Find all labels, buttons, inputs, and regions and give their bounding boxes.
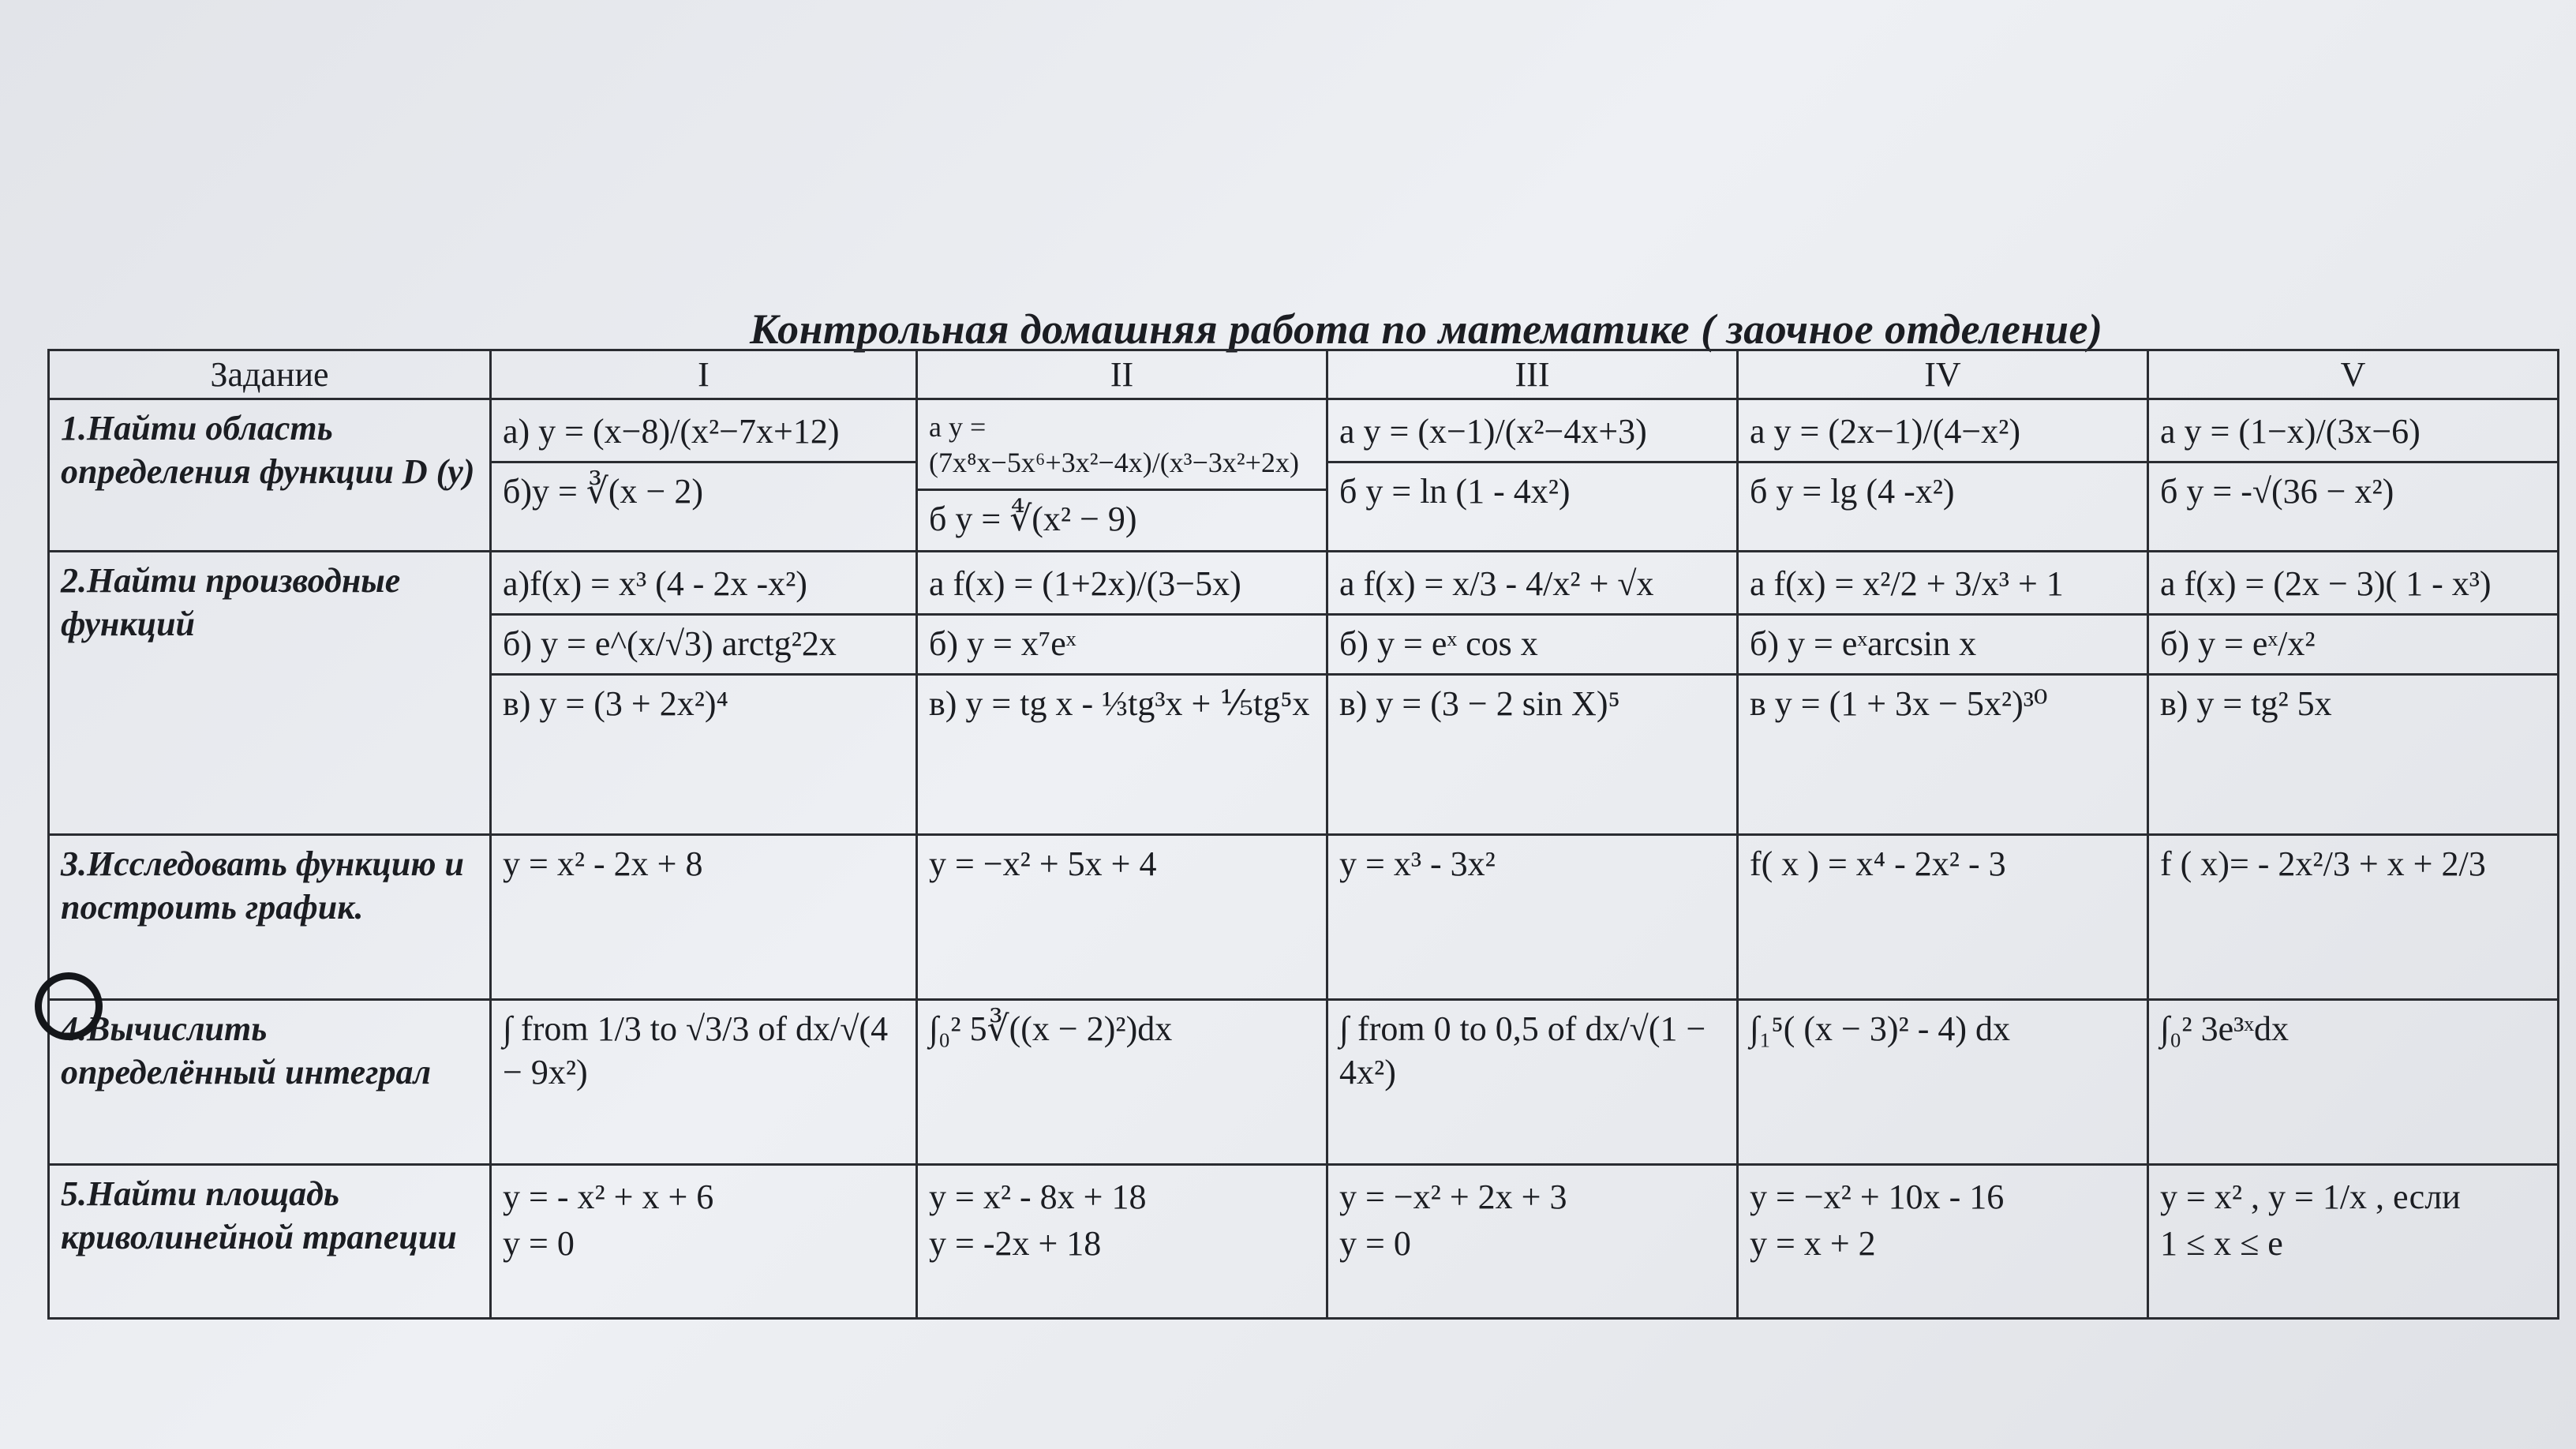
header-variant-4: IV <box>1738 350 2148 399</box>
task-5-v5-line2: 1 ≤ x ≤ e <box>2160 1224 2283 1263</box>
task-1-variant-1 <box>491 399 917 552</box>
task-2-v2-b: б) y = x⁷eˣ <box>918 613 1326 668</box>
task-2-variant-5 <box>2148 552 2559 835</box>
task-2-variant-3 <box>1327 552 1738 835</box>
task-2-variant-1 <box>491 552 917 835</box>
task-5-v2-line1: y = x² - 8x + 18 <box>929 1178 1147 1216</box>
task-1-variant-4 <box>1738 399 2148 552</box>
task-2-v1-a: а)f(x) = x³ (4 - 2x -x²) <box>503 564 807 603</box>
task-1-variant-3 <box>1327 399 1738 552</box>
task-4-variant-3: ∫ from 0 to 0,5 of dx/√(1 − 4x²) <box>1327 1000 1738 1165</box>
task-2-label: 2.Найти производные функций <box>49 552 491 835</box>
header-task: Задание <box>49 350 491 399</box>
task-2-v3-c: в) y = (3 − 2 sin X)⁵ <box>1328 673 1736 728</box>
task-1-v3-a: а y = (x−1)/(x²−4x+3) <box>1339 412 1647 451</box>
task-3-variant-3: y = x³ - 3x² <box>1327 835 1738 1000</box>
task-3-variant-5: f ( x)= - 2x²/3 + x + 2/3 <box>2148 835 2559 1000</box>
task-1-v3-b: б y = ln (1 - 4x²) <box>1328 461 1736 516</box>
task-4-variant-5: ∫₀² 3e³ˣdx <box>2148 1000 2559 1165</box>
task-3-variant-4: f( x ) = x⁴ - 2x² - 3 <box>1738 835 2148 1000</box>
task-5-variant-3 <box>1327 1165 1738 1319</box>
document-title: Контрольная домашняя работа по математике ( заочное отделение) <box>750 305 2103 353</box>
task-1-v4-b: б y = lg (4 -x²) <box>1739 461 2147 516</box>
task-2-v1-c: в) y = (3 + 2x²)⁴ <box>492 673 915 728</box>
task-2-v3-b: б) y = eˣ cos x <box>1328 613 1736 668</box>
task-5-v4-line2: y = x + 2 <box>1750 1224 1876 1263</box>
header-variant-3: III <box>1327 350 1738 399</box>
task-2-v5-b: б) y = eˣ/x² <box>2149 613 2557 668</box>
task-3-variant-2: y = −x² + 5x + 4 <box>917 835 1327 1000</box>
homework-table <box>47 349 2559 1320</box>
task-1-label: 1.Найти область определения функции D (y) <box>49 399 491 552</box>
task-5-v3-line2: y = 0 <box>1339 1224 1411 1263</box>
task-2-v4-a: а f(x) = x²/2 + 3/x³ + 1 <box>1750 564 2064 603</box>
task-5-variant-5 <box>2148 1165 2559 1319</box>
task-5-v5-line1: y = x² , y = 1/x , если <box>2160 1178 2461 1216</box>
task-1-variant-5 <box>2148 399 2559 552</box>
task-2-v5-a: а f(x) = (2x − 3)( 1 - x³) <box>2160 564 2492 603</box>
task-4-variant-2: ∫₀² 5∛((x − 2)²)dx <box>917 1000 1327 1165</box>
task-2-v3-a: а f(x) = x/3 - 4/x² + √x <box>1339 564 1654 603</box>
task-2-v4-c: в y = (1 + 3x − 5x²)³⁰ <box>1739 673 2147 728</box>
task-4-variant-4: ∫₁⁵( (x − 3)² - 4) dx <box>1738 1000 2148 1165</box>
task-2-v4-b: б) y = eˣarcsin x <box>1739 613 2147 668</box>
task-4-variant-1: ∫ from 1/3 to √3/3 of dx/√(4 − 9x²) <box>491 1000 917 1165</box>
task-2-v1-b: б) y = e^(x/√3) arctg²2x <box>492 613 915 668</box>
task-1-variant-2 <box>917 399 1327 552</box>
task-5-variant-2 <box>917 1165 1327 1319</box>
task-4-label: 4.Вычислить определённый интеграл <box>49 1000 491 1165</box>
table-row <box>49 1165 2559 1319</box>
header-variant-5: V <box>2148 350 2559 399</box>
task-2-v2-a: а f(x) = (1+2x)/(3−5x) <box>929 564 1241 603</box>
task-2-variant-4 <box>1738 552 2148 835</box>
task-5-variant-4 <box>1738 1165 2148 1319</box>
task-1-v2-b: б y = ∜(x² − 9) <box>918 489 1326 544</box>
task-5-label: 5.Найти площадь криволинейной трапеции <box>49 1165 491 1319</box>
task-5-v1-line2: y = 0 <box>503 1224 575 1263</box>
task-2-variant-2 <box>917 552 1327 835</box>
task-5-variant-1 <box>491 1165 917 1319</box>
header-variant-1: I <box>491 350 917 399</box>
table-row <box>49 399 2559 552</box>
handwritten-circle-mark <box>35 972 103 1040</box>
task-5-v3-line1: y = −x² + 2x + 3 <box>1339 1178 1567 1216</box>
task-5-v2-line2: y = -2x + 18 <box>929 1224 1102 1263</box>
task-1-v1-a: а) y = (x−8)/(x²−7x+12) <box>503 412 840 451</box>
table-row <box>49 1000 2559 1165</box>
task-1-v2-a: а y = (7x⁸x−5x⁶+3x²−4x)/(x³−3x²+2x) <box>929 411 1299 478</box>
header-row <box>49 350 2559 399</box>
task-3-variant-1: y = x² - 2x + 8 <box>491 835 917 1000</box>
task-1-v1-b: б)y = ∛(x − 2) <box>492 461 915 516</box>
task-1-v5-b: б y = -√(36 − x²) <box>2149 461 2557 516</box>
task-2-v5-c: в) y = tg² 5x <box>2149 673 2557 728</box>
task-2-v2-c: в) y = tg x - ⅓tg³x + ⅕tg⁵x <box>918 673 1326 728</box>
table-row <box>49 552 2559 835</box>
task-3-label: 3.Исследовать функцию и построить график. <box>49 835 491 1000</box>
header-variant-2: II <box>917 350 1327 399</box>
task-1-v5-a: а y = (1−x)/(3x−6) <box>2160 412 2421 451</box>
table-row <box>49 835 2559 1000</box>
task-5-v4-line1: y = −x² + 10x - 16 <box>1750 1178 2005 1216</box>
task-5-v1-line1: y = - x² + x + 6 <box>503 1178 714 1216</box>
task-1-v4-a: а y = (2x−1)/(4−x²) <box>1750 412 2020 451</box>
